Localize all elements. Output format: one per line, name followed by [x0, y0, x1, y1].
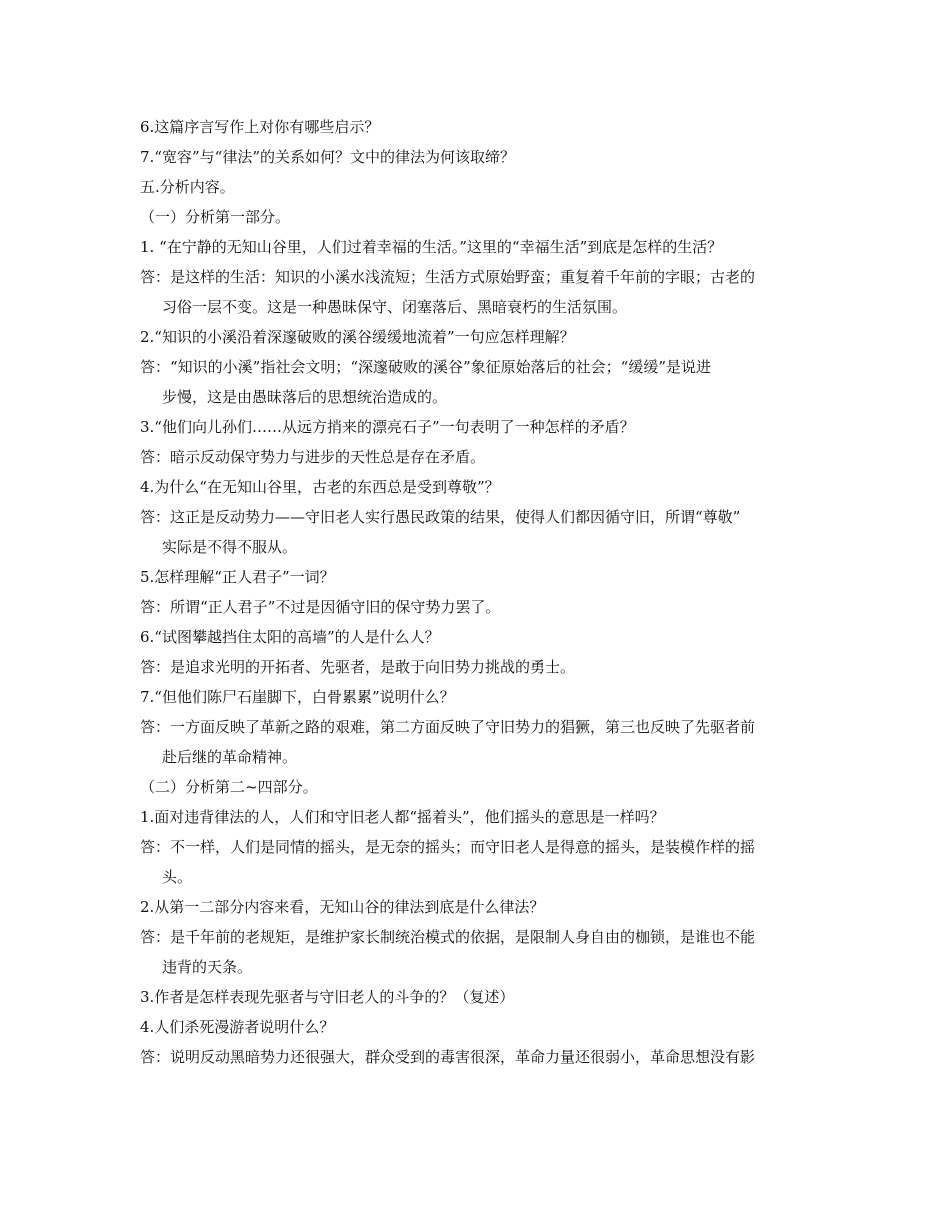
- question-line: 2.从第一二部分内容来看，无知山谷的律法到底是什么律法？: [140, 898, 545, 916]
- answer-paragraph: [140, 592, 815, 622]
- question-line: 3.作者是怎样表现先驱者与守旧老人的斗争的？（复述）: [140, 988, 515, 1006]
- answer-paragraph: [140, 922, 815, 982]
- section-heading: 五.分析内容。: [140, 178, 235, 196]
- answer-paragraph: [140, 262, 815, 322]
- answer-paragraph: [140, 352, 815, 412]
- answer-line: 答：暗示反动保守势力与进步的天性总是存在矛盾。: [140, 448, 486, 466]
- question-line: 1. “在宁静的无知山谷里，人们过着幸福的生活。”这里的“幸福生活”到底是怎样的生活？: [140, 238, 723, 256]
- answer-paragraph: [140, 832, 815, 892]
- answer-line: 违背的天条。: [162, 958, 253, 976]
- question-line: 4.为什么“在无知山谷里，古老的东西总是受到尊敬”？: [140, 478, 500, 496]
- answer-line: 答：“知识的小溪”指社会文明；“深邃破败的溪谷”象征原始落后的社会；“缓缓”是说进: [140, 358, 712, 376]
- answer-line: 答：说明反动黑暗势力还很强大，群众受到的毒害很深，革命力量还很弱小，革命思想没有影: [140, 1048, 756, 1066]
- answer-line: 赴后继的革命精神。: [162, 748, 298, 766]
- answer-line: 步慢，这是由愚昧落后的思想统治造成的。: [162, 388, 448, 406]
- question-line: 7.“宽容”与“律法”的关系如何？文中的律法为何该取缔？: [140, 148, 515, 166]
- question-line: 2.“知识的小溪沿着深邃破败的溪谷缓缓地流着”一句应怎样理解？: [140, 328, 575, 346]
- answer-paragraph: [140, 712, 815, 772]
- question-line: 7.“但他们陈尸石崖脚下，白骨累累”说明什么？: [140, 688, 455, 706]
- question-line: 5.怎样理解“正人君子”一词？: [140, 568, 335, 586]
- answer-line: 答：所谓“正人君子”不过是因循守旧的保守势力罢了。: [140, 598, 501, 616]
- document-body: [140, 112, 815, 1072]
- question-line: 6.这篇序言写作上对你有哪些启示？: [140, 118, 380, 136]
- answer-line: 答：是追求光明的开拓者、先驱者，是敢于向旧势力挑战的勇士。: [140, 658, 576, 676]
- answer-line: 答：是千年前的老规矩，是维护家长制统治模式的依据，是限制人身自由的枷锁，是谁也不能: [140, 928, 756, 946]
- answer-paragraph: [140, 502, 815, 562]
- question-line: 6.“试图攀越挡住太阳的高墙”的人是什么人？: [140, 628, 440, 646]
- answer-line: 习俗一层不变。这是一种愚昧保守、闭塞落后、黑暗衰朽的生活氛围。: [162, 298, 628, 316]
- answer-line: 实际是不得不服从。: [162, 538, 298, 556]
- answer-paragraph: [140, 1042, 815, 1072]
- question-line: 1.面对违背律法的人，人们和守旧老人都“摇着头”，他们摇头的意思是一样吗？: [140, 808, 665, 826]
- section-heading: （一）分析第一部分。: [140, 208, 291, 226]
- answer-line: 头。: [162, 868, 193, 886]
- section-heading: （二）分析第二~四部分。: [140, 778, 318, 796]
- question-line: 3.“他们向儿孙们……从远方捎来的漂亮石子”一句表明了一种怎样的矛盾？: [140, 418, 635, 436]
- answer-line: 答：是这样的生活：知识的小溪水浅流短；生活方式原始野蛮；重复着千年前的字眼；古老的: [140, 268, 756, 286]
- answer-line: 答：这正是反动势力——守旧老人实行愚民政策的结果，使得人们都因循守旧，所谓“尊敬”: [140, 508, 741, 526]
- question-line: 4.人们杀死漫游者说明什么？: [140, 1018, 335, 1036]
- answer-paragraph: [140, 442, 815, 472]
- answer-line: 答：不一样，人们是同情的摇头，是无奈的摇头；而守旧老人是得意的摇头，是装模作样的摇: [140, 838, 756, 856]
- answer-line: 答：一方面反映了革新之路的艰难，第二方面反映了守旧势力的猖獗，第三也反映了先驱者前: [140, 718, 756, 736]
- answer-paragraph: [140, 652, 815, 682]
